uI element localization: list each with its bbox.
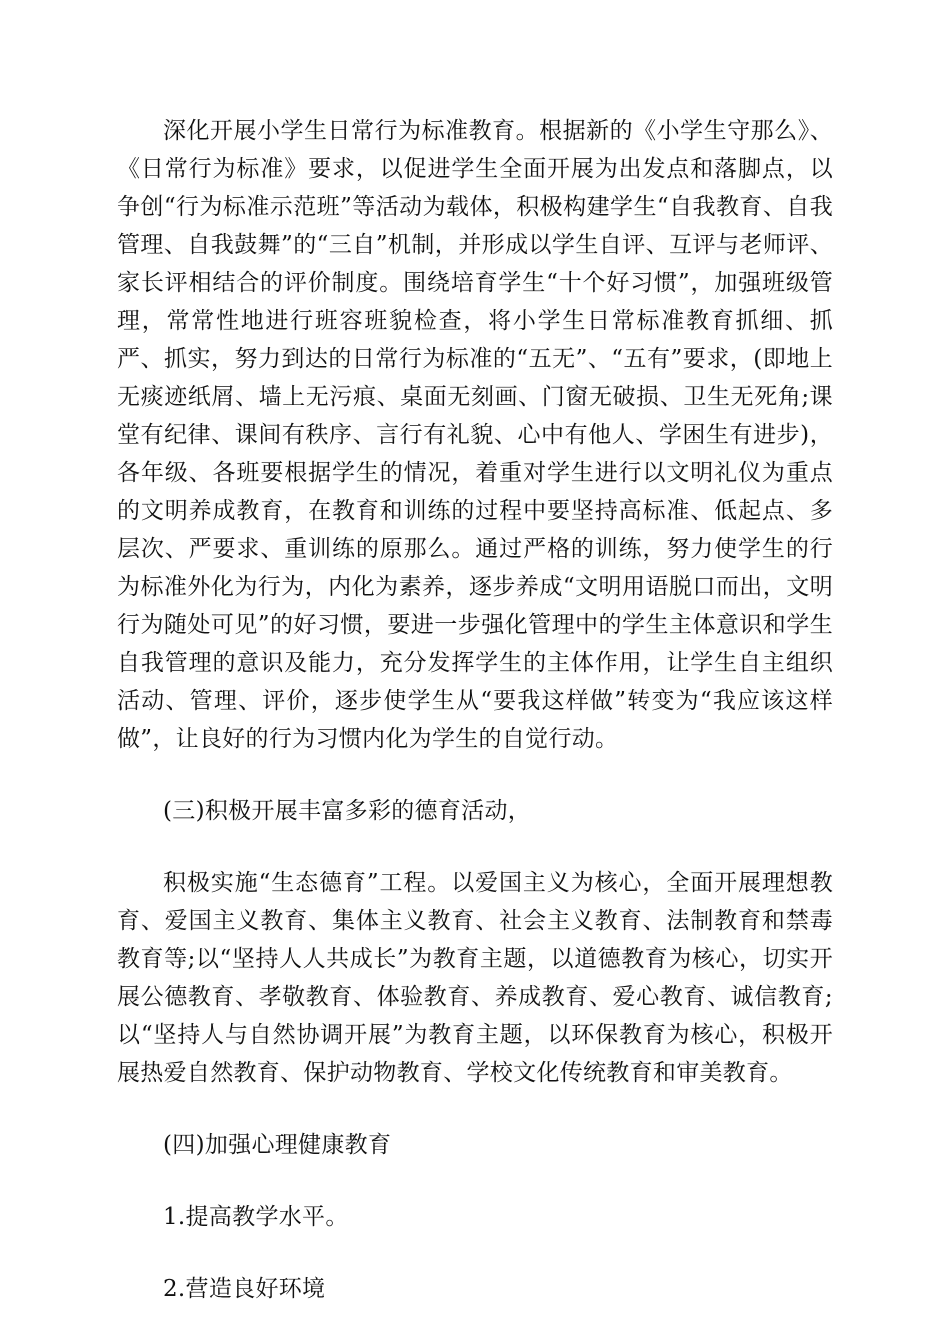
document-page	[117, 112, 833, 1342]
section-heading-mental-health: (四)加强心理健康教育	[163, 1132, 392, 1158]
paragraph-behavior-education: 深化开展小学生日常行为标准教育。根据新的《小学生守那么》、《日常行为标准》要求，以促进学生全面开展为出发点和落脚点，以争创“行为标准示范班”等活动为载体，积极构建学生“自我教育、自我管理、自我鼓舞”的“三自”机制，并形成以学生自评、互评与老师评、家长评相结合的评价制度。围绕培育学生“十个好习惯”，加强班级管理，常常性地进行班容班貌检查，将小学生日常标准教育抓细、抓严、抓实，努力到达的日常行为标准的“五无”、“五有”要求，(即地上无痰迹纸屑、墙上无污痕、桌面无刻画、门窗无破损、卫生无死角;课堂有纪律、课间有秩序、言行有礼貌、心中有他人、学困生有进步)，各年级、各班要根据学生的情况，着重对学生进行以文明礼仪为重点的文明养成教育，在教育和训练的过程中要坚持高标准、低起点、多层次、严要求、重训练的原那么。通过严格的训练，努力使学生的行为标准外化为行为，内化为素养，逐步养成“文明用语脱口而出，文明行为随处可见”的好习惯，要进一步强化管理中的学生主体意识和学生自我管理的意识及能力，充分发挥学生的主体作用，让学生自主组织活动、管理、评价，逐步使学生从“要我这样做”转变为“我应该这样做”，让良好的行为习惯内化为学生的自觉行动。	[117, 118, 833, 752]
section-heading-moral-activities: (三)积极开展丰富多彩的德育活动，	[163, 798, 532, 824]
paragraph-ecological-moral-education: 积极实施“生态德育”工程。以爱国主义为核心，全面开展理想教育、爱国主义教育、集体主义教育、社会主义教育、法制教育和禁毒教育等;以“坚持人人共成长”为教育主题，以道德教育为核心，切实开展公德教育、孝敬教育、体验教育、养成教育、爱心教育、诚信教育;以“坚持人与自然协调开展”为教育主题，以环保教育为核心，积极开展热爱自然教育、保护动物教育、学校文化传统教育和审美教育。	[117, 870, 833, 1086]
list-item-teaching-level: 1.提高教学水平。	[163, 1204, 349, 1230]
list-item-environment: 2.营造良好环境	[163, 1276, 326, 1302]
